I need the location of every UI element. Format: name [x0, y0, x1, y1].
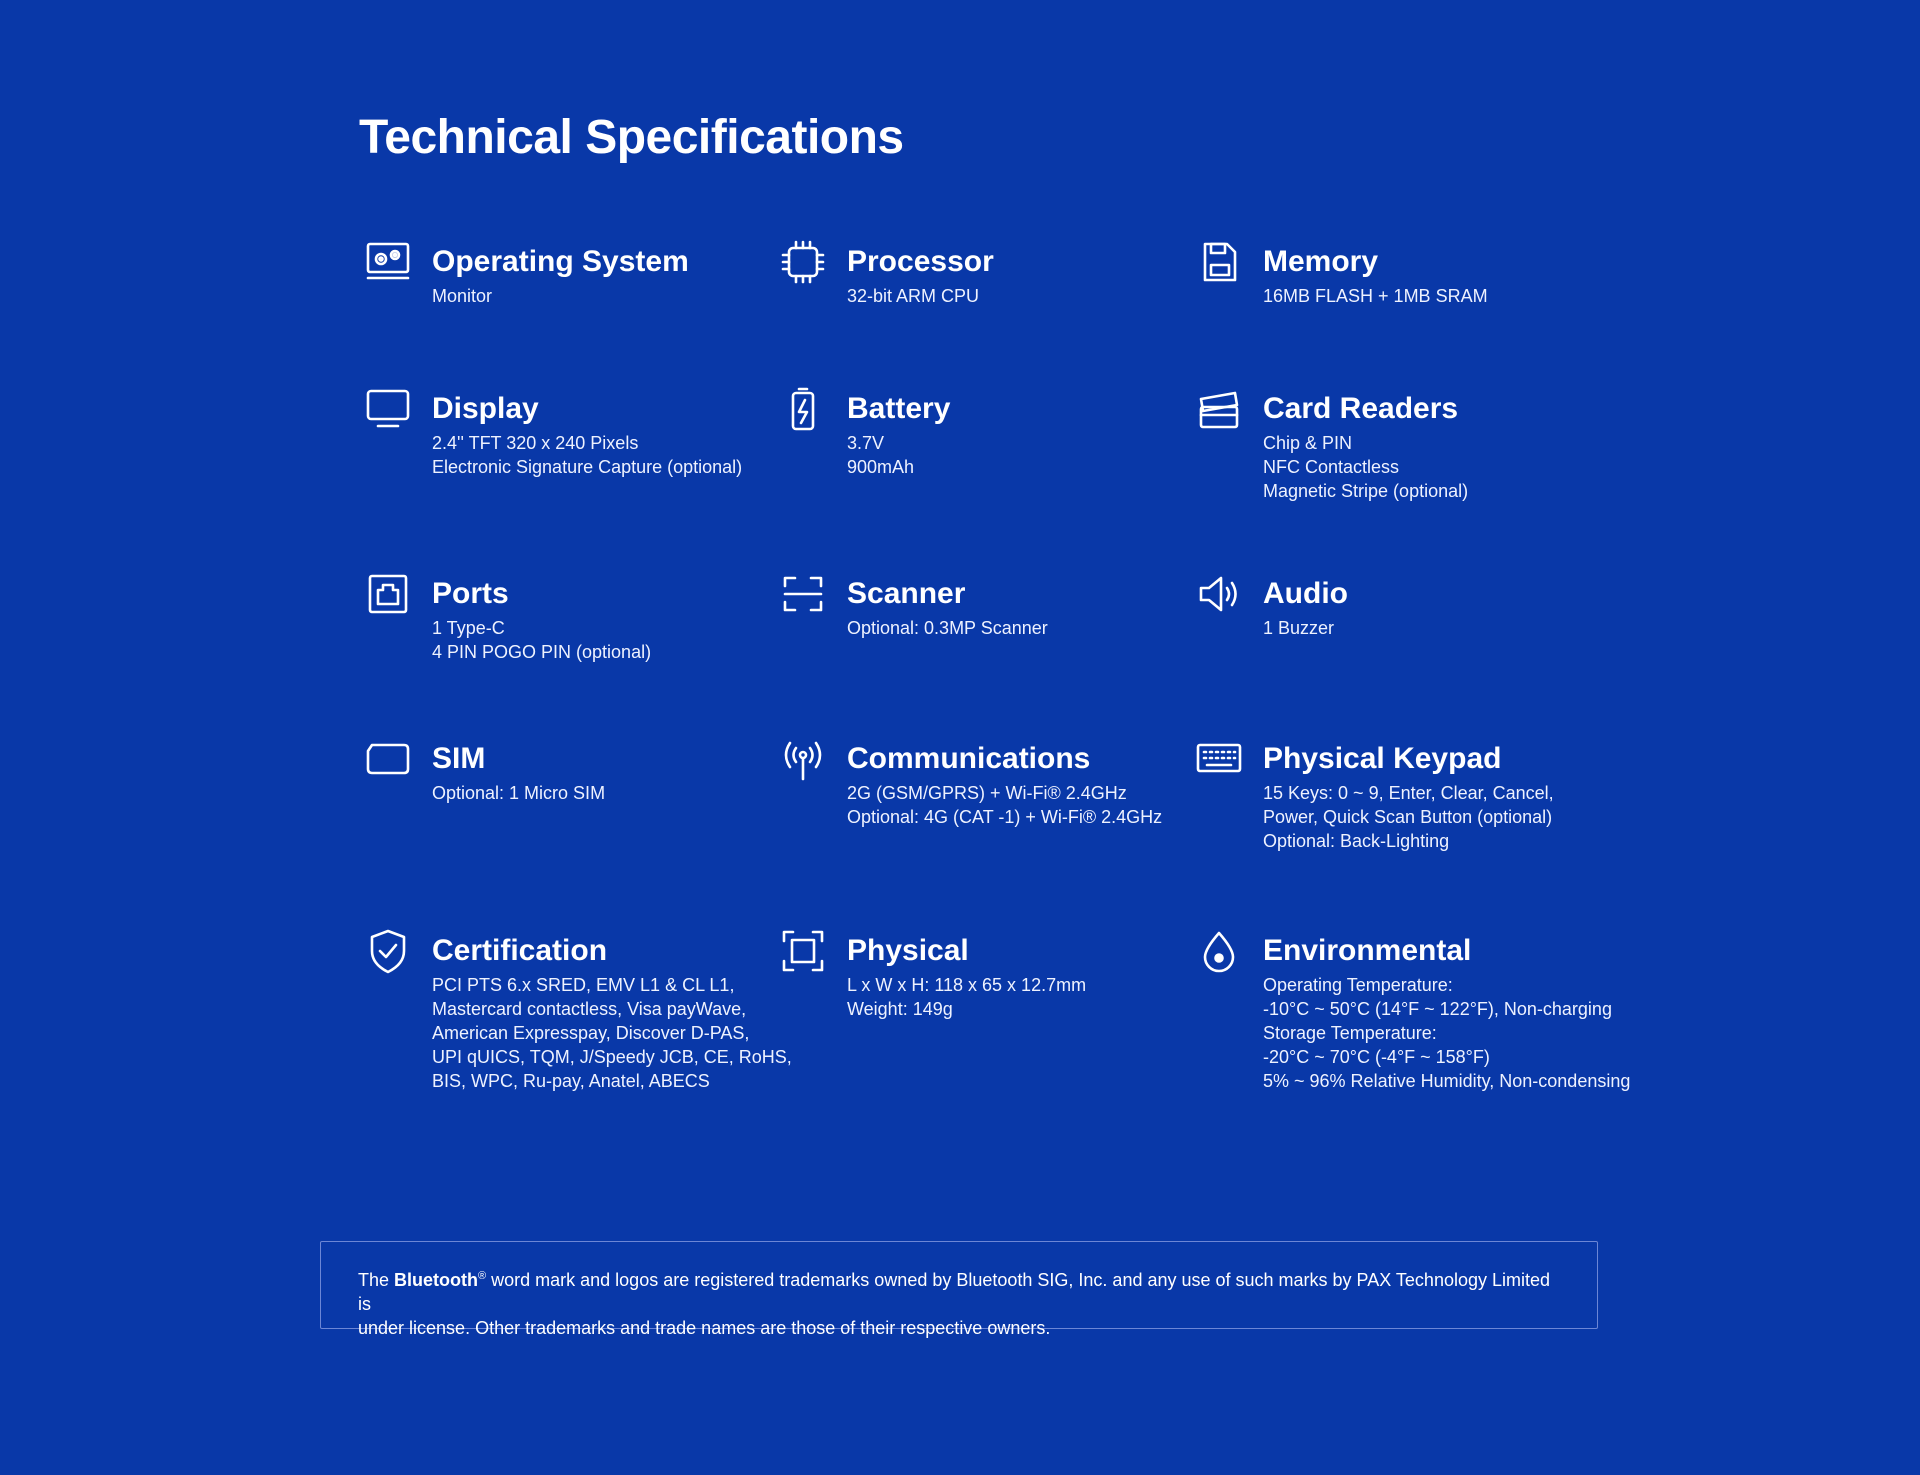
spec-detail-line: Storage Temperature: [1263, 1023, 1437, 1043]
spec-title: Environmental [1263, 934, 1472, 967]
footnote-text-line2: under license. Other trademarks and trade names are those of their respective owners. [358, 1318, 1051, 1338]
spec-detail-line: Power, Quick Scan Button (optional) [1263, 807, 1553, 827]
spec-detail-line: 2.4'' TFT 320 x 240 Pixels [432, 433, 639, 453]
spec-detail-line: 3.7V [847, 433, 885, 453]
spec-detail-line: Optional: 1 Micro SIM [432, 783, 606, 803]
footnote-registered-mark: ® [478, 1270, 487, 1282]
spec-detail-line: 2G (GSM/GPRS) + Wi-Fi® 2.4GHz [847, 783, 1127, 803]
spec-details [432, 973, 792, 1093]
audio-icon [1195, 570, 1243, 618]
spec-title: SIM [432, 742, 486, 775]
footnote-prefix: The [358, 1270, 395, 1290]
spec-title: Display [432, 392, 539, 425]
spec-detail-line: American Expresspay, Discover D-PAS, [432, 1023, 750, 1043]
memory-icon [1195, 238, 1243, 286]
spec-detail-line: Monitor [432, 286, 493, 306]
page-title: Technical Specifications [359, 111, 904, 164]
spec-detail-line: 900mAh [847, 457, 915, 477]
spec-title: Certification [432, 934, 608, 967]
spec-detail-line: 5% ~ 96% Relative Humidity, Non-condensing [1263, 1071, 1631, 1091]
spec-detail-line: UPI qUICS, TQM, J/Speedy JCB, CE, RoHS, [432, 1047, 792, 1067]
spec-title: Physical [847, 934, 969, 967]
spec-detail-line: Chip & PIN [1263, 433, 1353, 453]
spec-detail-line: L x W x H: 118 x 65 x 12.7mm [847, 975, 1087, 995]
spec-details [432, 781, 605, 805]
spec-details [1263, 431, 1468, 503]
spec-title: Physical Keypad [1263, 742, 1502, 775]
spec-details [432, 284, 492, 308]
spec-detail-line: 15 Keys: 0 ~ 9, Enter, Clear, Cancel, [1263, 783, 1554, 803]
spec-details [1263, 781, 1554, 853]
spec-details [432, 431, 742, 479]
spec-detail-line: Optional: 0.3MP Scanner [847, 618, 1048, 638]
spec-details [847, 616, 1048, 640]
battery-icon [779, 385, 827, 433]
spec-title: Audio [1263, 577, 1348, 610]
spec-title: Communications [847, 742, 1091, 775]
spec-details [847, 431, 914, 479]
spec-details [1263, 616, 1334, 640]
spec-details [432, 616, 651, 664]
spec-detail-line: Optional: 4G (CAT -1) + Wi-Fi® 2.4GHz [847, 807, 1163, 827]
processor-icon [779, 238, 827, 286]
spec-title: Battery [847, 392, 951, 425]
card-readers-icon [1195, 385, 1243, 433]
spec-detail-line: Magnetic Stripe (optional) [1263, 481, 1469, 501]
environmental-drop-icon [1195, 927, 1243, 975]
spec-details [1263, 973, 1630, 1093]
spec-details [1263, 284, 1488, 308]
spec-detail-line: 1 Type-C [432, 618, 505, 638]
spec-detail-line: NFC Contactless [1263, 457, 1400, 477]
spec-title: Ports [432, 577, 509, 610]
communications-icon [779, 735, 827, 783]
spec-title: Operating System [432, 245, 689, 278]
spec-detail-line: BIS, WPC, Ru-pay, Anatel, ABECS [432, 1071, 710, 1091]
spec-detail-line: Electronic Signature Capture (optional) [432, 457, 743, 477]
operating-system-icon [364, 238, 412, 286]
spec-title: Card Readers [1263, 392, 1459, 425]
footnote-brand: Bluetooth [394, 1270, 479, 1290]
display-icon [364, 385, 412, 433]
spec-detail-line: 16MB FLASH + 1MB SRAM [1263, 286, 1488, 306]
spec-detail-line: -10°C ~ 50°C (14°F ~ 122°F), Non-charging [1263, 999, 1612, 1019]
trademark-footnote [320, 1241, 1598, 1338]
spec-detail-line: 32-bit ARM CPU [847, 286, 980, 306]
footnote-text-line1: word mark and logos are registered trademarks owned by Bluetooth SIG, Inc. and any use of such marks by PAX Technology Limited is [358, 1270, 1551, 1314]
spec-details [847, 973, 1086, 1021]
spec-detail-line: PCI PTS 6.x SRED, EMV L1 & CL L1, [432, 975, 735, 995]
spec-title: Memory [1263, 245, 1379, 278]
spec-detail-line: 1 Buzzer [1263, 618, 1335, 638]
spec-detail-line: Operating Temperature: [1263, 975, 1453, 995]
spec-detail-line: Weight: 149g [847, 999, 953, 1019]
sim-icon [364, 735, 412, 783]
physical-dimensions-icon [779, 927, 827, 975]
spec-details [847, 781, 1162, 829]
spec-detail-line: 4 PIN POGO PIN (optional) [432, 642, 652, 662]
spec-detail-line: Mastercard contactless, Visa payWave, [432, 999, 747, 1019]
certification-shield-icon [364, 927, 412, 975]
spec-detail-line: -20°C ~ 70°C (-4°F ~ 158°F) [1263, 1047, 1490, 1067]
spec-title: Processor [847, 245, 994, 278]
ports-icon [364, 570, 412, 618]
spec-detail-line: Optional: Back-Lighting [1263, 831, 1450, 851]
spec-details [847, 284, 979, 308]
keypad-icon [1195, 735, 1243, 783]
spec-title: Scanner [847, 577, 966, 610]
scanner-icon [779, 570, 827, 618]
